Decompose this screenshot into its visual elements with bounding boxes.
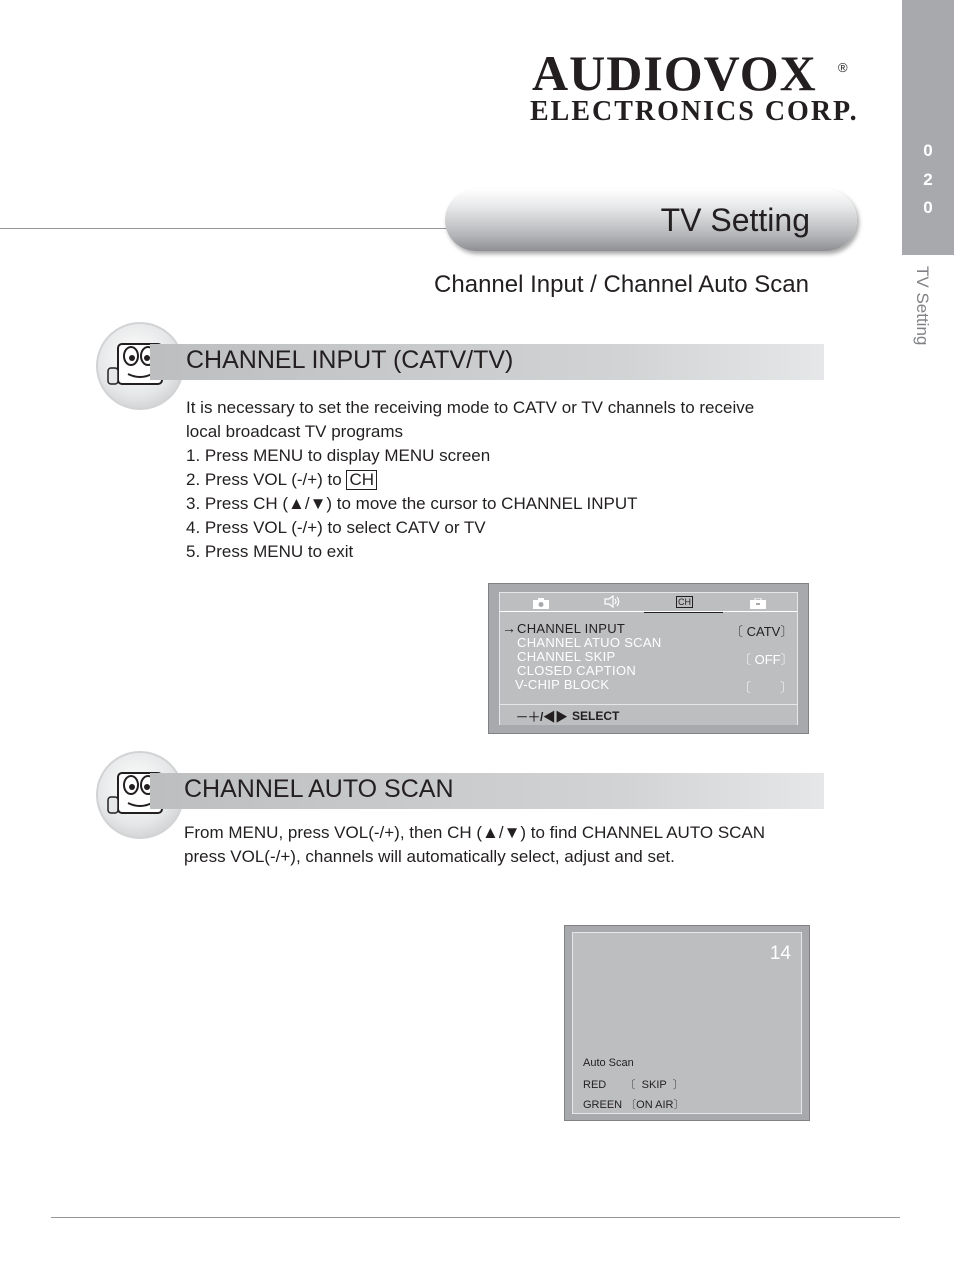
step-2-text: 2. Press VOL (-/+) to xyxy=(186,470,347,489)
text-line: press VOL(-/+), channels will automatically select, adjust and set. xyxy=(184,847,675,866)
section-title-auto-scan: CHANNEL AUTO SCAN xyxy=(184,775,454,803)
menu-item-closed-caption: CLOSED CAPTION xyxy=(517,663,637,678)
green-on-air-label: GREEN 〔ON AIR〕 xyxy=(583,1099,685,1111)
value-catv: 〔 CATV〕 xyxy=(730,624,794,639)
footer-select-label: SELECT xyxy=(572,709,620,723)
logo-audiovox: AUDIOVOX xyxy=(532,45,817,101)
logo-subtitle: ELECTRONICS CORP. xyxy=(530,96,859,127)
menu-tab-row xyxy=(500,593,797,611)
text-line: From MENU, press VOL(-/+), then CH (▲/▼) to find CHANNEL AUTO SCAN xyxy=(184,823,766,842)
menu-item-channel-skip: CHANNEL SKIP xyxy=(517,649,616,664)
cursor-arrow-icon: → xyxy=(502,620,517,636)
auto-scan-label: Auto Scan xyxy=(583,1057,634,1069)
footer-keys: －＋/◀▶ xyxy=(516,710,568,724)
red-skip-label: RED 〔 SKIP 〕 xyxy=(583,1079,684,1091)
menu-item-channel-input: CHANNEL INPUT xyxy=(517,621,626,636)
header-rule xyxy=(0,228,450,229)
value-off: 〔 OFF〕 xyxy=(738,652,794,667)
section-title-channel-input: CHANNEL INPUT (CATV/TV) xyxy=(186,346,514,374)
text-line: It is necessary to set the receiving mode to CATV or TV channels to receive xyxy=(186,398,755,417)
menu-footer xyxy=(500,704,797,725)
step-4: 4. Press VOL (-/+) to select CATV or TV xyxy=(186,518,486,537)
page-digit-1: 0 xyxy=(923,141,933,160)
screen-inner xyxy=(572,932,802,1114)
page-digit-3: 0 xyxy=(923,198,933,217)
auto-scan-instructions xyxy=(184,821,834,869)
menu-item-vchip-block: V-CHIP BLOCK xyxy=(515,677,610,692)
channel-input-instructions xyxy=(186,396,826,564)
step-2 xyxy=(186,468,826,492)
channel-number: 14 xyxy=(769,943,791,964)
logo-registered-mark: ® xyxy=(838,60,848,75)
auto-scan-screen xyxy=(564,925,810,1121)
footer-rule xyxy=(51,1217,900,1218)
text-line: local broadcast TV programs xyxy=(186,422,404,441)
step-5: 5. Press MENU to exit xyxy=(186,542,354,561)
page-subtitle: Channel Input / Channel Auto Scan xyxy=(434,271,809,298)
menu-item-channel-auto-scan: CHANNEL ATUO SCAN xyxy=(517,635,662,650)
step-3: 3. Press CH (▲/▼) to move the cursor to CHANNEL INPUT xyxy=(186,494,638,513)
value-vchip: 〔 〕 xyxy=(738,680,793,695)
channel-menu-screen xyxy=(488,583,809,734)
tab-ch-label: CH xyxy=(678,597,691,607)
page-digit-2: 2 xyxy=(923,170,933,189)
tab-channel-active xyxy=(644,593,723,613)
tab-divider xyxy=(500,611,797,612)
step-1: 1. Press MENU to display MENU screen xyxy=(186,446,491,465)
page-title: TV Setting xyxy=(660,202,810,238)
ch-key-box: CH xyxy=(346,470,377,490)
screen-inner xyxy=(499,592,798,725)
side-tab-label: TV Setting xyxy=(913,266,932,346)
